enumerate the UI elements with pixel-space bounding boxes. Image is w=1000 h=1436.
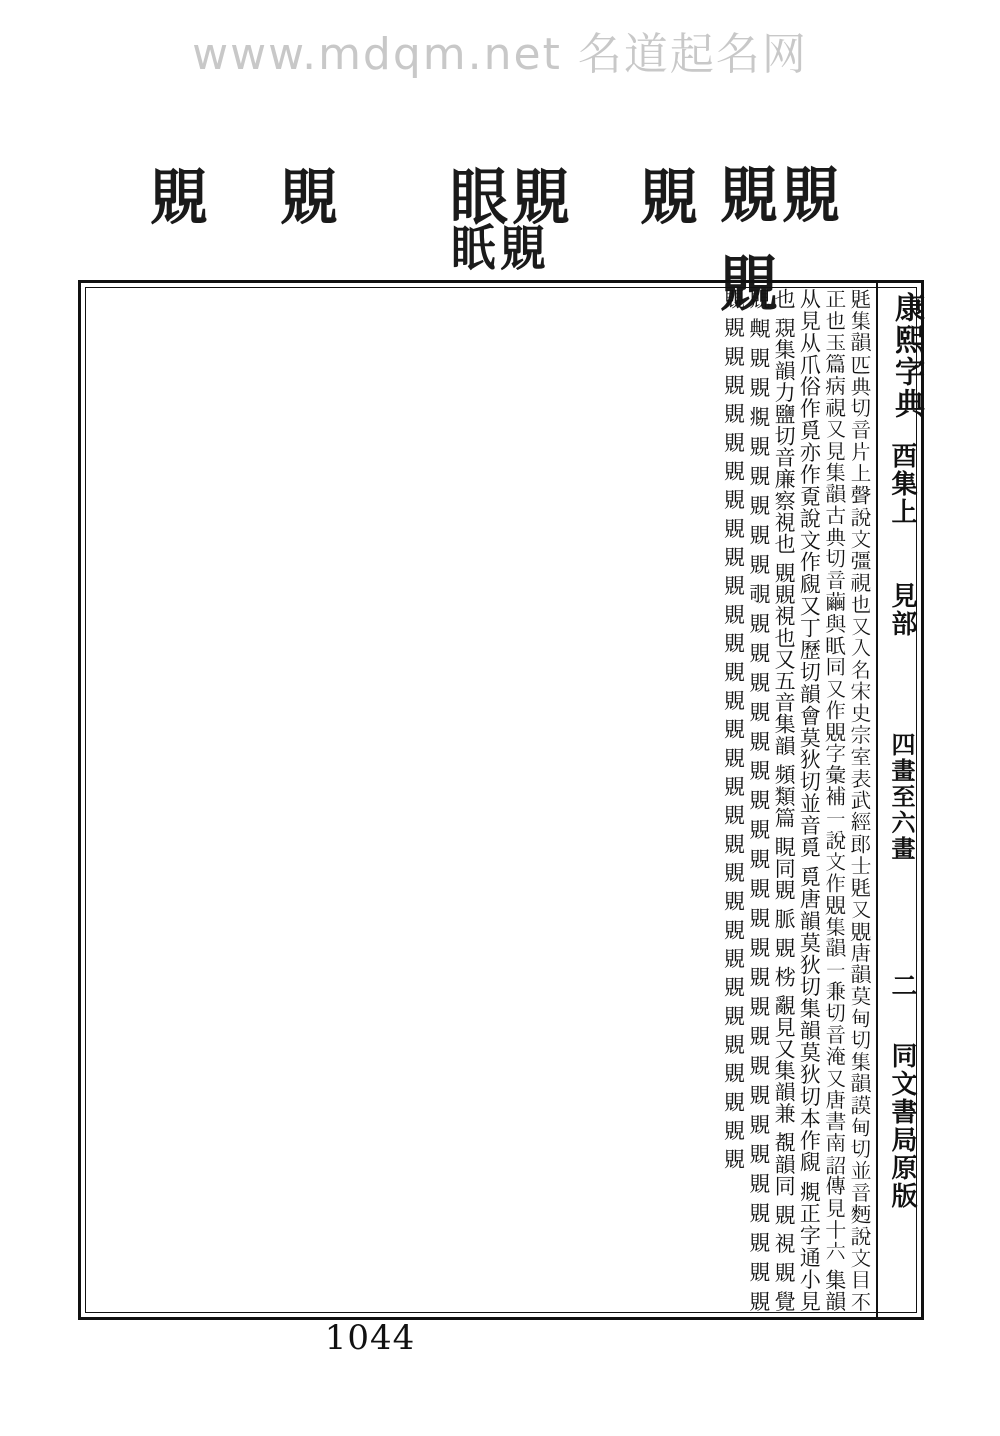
seal-glyph-1: 覞: [150, 161, 213, 233]
margin-folio: 二: [887, 972, 917, 1000]
seal-glyph-3: 眼覞: [450, 161, 575, 233]
watermark: www.mdqm.net 名道起名网: [192, 29, 808, 80]
dictionary-body: 𧠑集韻匹典切音片上聲說文彊視也又入名宋史宗室表武經郎士𧠑又覞唐韻莫甸切集韻謨甸切並音麪說文目不正也玉篇病視又見集韻古典切音繭與眂同又作覞字彙補一説文作覞集韻一兼切音淹又唐書南詔傳見十六 集韻从見从爪俗作覓亦作覔說文作覛又丁歷切韻會莫狄切並音覓 覓唐韻莫狄切集韻莫狄切本作覛 覜正字通小見也 覝集韻力鹽切音廉察視也 覞覞視也又五音集韻 頻類篇 睍同覞 脈 覞 㭞 覶見又集韻兼 覩韻同 覞 視 覞 覺 覞 覥 覞 覞 覜 覞 覞 覞 覞 覞 覗 覞 覞 覞 覞 覞 覞 覞 覞 覞 覞 覞 覞 覞 覞 覞 覞 覞 覞 覞 覞 覞 覞 覞 覞 覞 覞 覞 覞 覞 覞 覞 覞 覞 覞 覞 覞 覞 覞 覞 覞 覞 覞 覞 覞 覞 覞 覞 覞 覞 覞 覞 覞 覞 覞 覞: [721, 288, 872, 1312]
seal-glyph-2: 覞: [280, 161, 343, 233]
margin-radical: 見部: [887, 582, 917, 638]
seal-glyph-4: 覞: [640, 161, 703, 233]
margin-strokes: 四畫至六畫: [887, 732, 916, 862]
page-number: 1044: [324, 1318, 416, 1358]
margin-volume: 酉集上: [887, 442, 917, 526]
seal-glyph-3b: 眂覞: [450, 219, 550, 277]
seal-script-row: [150, 150, 870, 320]
margin-column: [876, 282, 924, 1318]
seal-glyph-5: 覞覞覞: [720, 159, 845, 320]
margin-title: 康熙字典: [889, 292, 924, 420]
margin-publisher: 同文書局原版: [887, 1042, 917, 1210]
